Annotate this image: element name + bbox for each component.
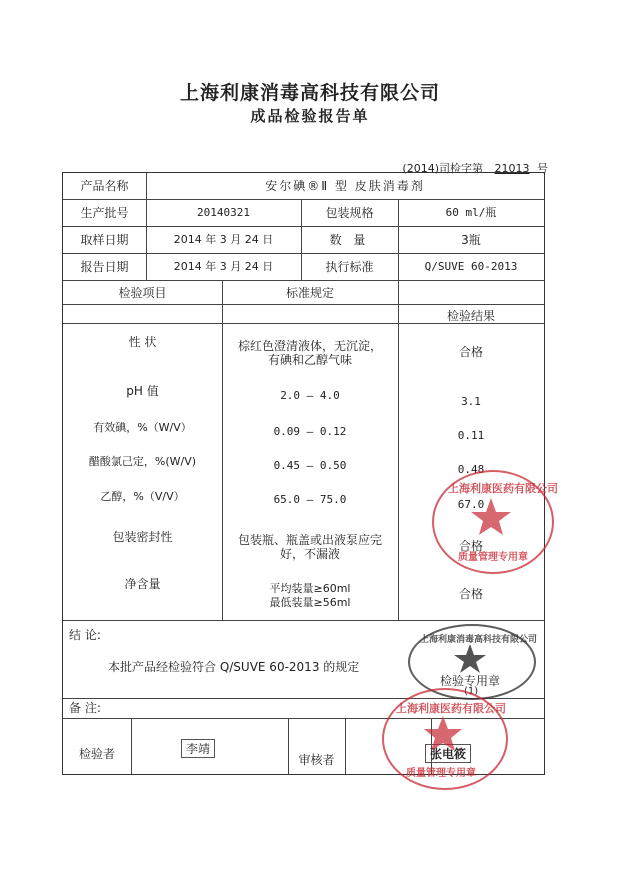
package-spec: 60 ml/瓶 xyxy=(445,206,497,219)
remarks-label: 备 注: xyxy=(69,701,101,715)
quality-seal-bottom xyxy=(382,688,508,790)
conclusion-text: 本批产品经检验符合 Q/SUVE 60-2013 的规定 xyxy=(108,660,360,674)
reviewer-label: 审核者 xyxy=(298,753,335,767)
sample-date: 2014 年 3 月 24 日 xyxy=(173,233,274,246)
sample-date-label: 取样日期 xyxy=(80,233,129,247)
item-ph: pH 值 xyxy=(126,384,159,398)
item-ethanol: 乙醇，%（V/V） xyxy=(100,490,185,503)
std-sealing-1: 包装瓶、瓶盖或出液泵应完 xyxy=(237,533,382,547)
product-name-label: 产品名称 xyxy=(80,179,129,193)
item-net-content: 净含量 xyxy=(124,577,161,591)
result-ph: 3.1 xyxy=(461,395,481,408)
doc-no-value: 21013 xyxy=(494,162,530,175)
batch-label: 生产批号 xyxy=(80,206,129,220)
item-appearance: 性 状 xyxy=(128,335,157,349)
std-appearance-2: 有碘和乙醇气味 xyxy=(267,353,352,367)
company-name: 上海利康消毒高科技有限公司 xyxy=(179,82,440,104)
result-net-content: 合格 xyxy=(458,587,483,601)
doc-no-prefix: (2014)司检字第 xyxy=(402,162,483,175)
quality-seal-text: 上海利康医药有限公司 xyxy=(448,482,558,495)
report-date-label: 报告日期 xyxy=(80,260,129,274)
std-iodine: 0.09 — 0.12 xyxy=(273,425,347,438)
result-appearance: 合格 xyxy=(458,345,483,359)
result-sealing: 合格 xyxy=(458,539,483,553)
item-chlorhexidine: 醋酸氯己定，%(W/V) xyxy=(88,455,197,468)
inspector-label: 检验者 xyxy=(78,747,115,761)
inspector-signature: 李靖 xyxy=(181,739,215,758)
col-std-header: 标准规定 xyxy=(285,286,334,300)
quality-seal-bottom-text: 上海利康医药有限公司 xyxy=(396,702,506,715)
standard-label: 执行标准 xyxy=(325,260,374,274)
item-iodine: 有效碘，%（W/V） xyxy=(93,421,192,434)
batch-number: 20140321 xyxy=(197,206,250,219)
quantity: 3瓶 xyxy=(461,233,481,247)
quality-seal-subtext: 质量管理专用章 xyxy=(458,552,528,563)
report-title: 成品检验报告单 xyxy=(250,107,370,125)
col-item-header: 检验项目 xyxy=(118,286,167,300)
inspection-seal-text: 上海利康消毒高科技有限公司 xyxy=(420,635,538,645)
report-date: 2014 年 3 月 24 日 xyxy=(173,260,274,273)
spec-label: 包装规格 xyxy=(325,206,374,220)
result-chlorhexidine: 0.48 xyxy=(457,463,485,476)
reviewer-signature: 张电筱 xyxy=(425,744,471,763)
std-ethanol: 65.0 — 75.0 xyxy=(273,493,347,506)
std-appearance-1: 棕红色澄清液体，无沉淀， xyxy=(237,339,382,353)
col-result-header: 检验结果 xyxy=(446,309,495,323)
conclusion-label: 结 论: xyxy=(69,628,101,642)
std-net-content-2: 最低装量≥56ml xyxy=(269,596,351,609)
doc-no-suffix: 号 xyxy=(537,162,548,175)
inspection-seal-subtext: 检验专用章 xyxy=(440,674,501,688)
result-iodine: 0.11 xyxy=(457,429,485,442)
quality-seal xyxy=(432,470,558,574)
std-ph: 2.0 — 4.0 xyxy=(280,389,340,402)
item-sealing: 包装密封性 xyxy=(112,530,173,544)
standard: Q/SUVE 60-2013 xyxy=(424,260,518,273)
quantity-label: 数 量 xyxy=(329,233,370,247)
result-ethanol: 67.0 xyxy=(457,498,485,511)
std-net-content-1: 平均装量≥60ml xyxy=(269,582,351,595)
inspection-seal-number: (1) xyxy=(464,686,479,697)
std-sealing-2: 好，不漏液 xyxy=(279,547,340,561)
product-name: 安尔碘®Ⅱ 型 皮肤消毒剂 xyxy=(265,179,425,193)
std-chlorhexidine: 0.45 — 0.50 xyxy=(273,459,347,472)
quality-seal-bottom-subtext: 质量管理专用章 xyxy=(406,768,476,779)
